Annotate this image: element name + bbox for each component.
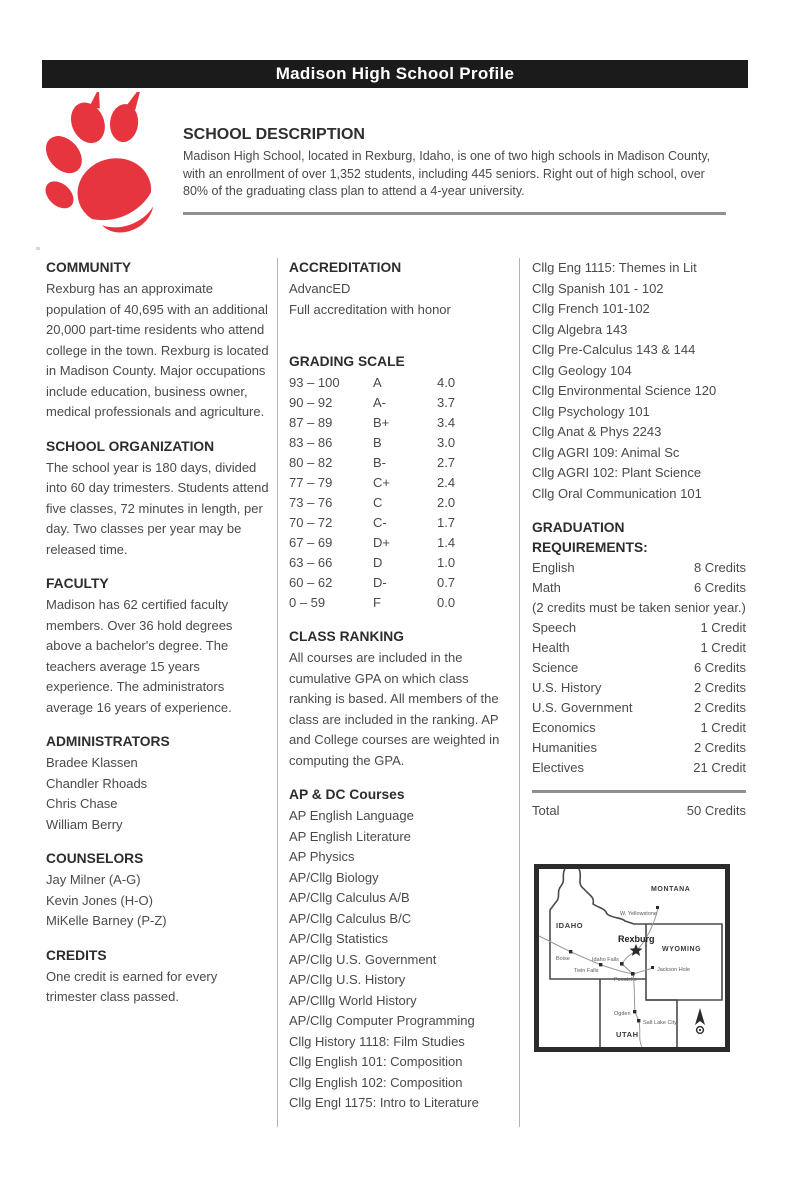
- class-ranking-section: [289, 627, 511, 771]
- grade-letter: C-: [373, 515, 387, 530]
- grade-letter: C: [373, 495, 383, 510]
- requirement-row: [532, 738, 746, 758]
- grade-gpa: 1.4: [437, 535, 456, 550]
- school-organization-section: [46, 437, 270, 561]
- counselors-list: [46, 870, 270, 932]
- map-label-rexburg: Rexburg: [618, 934, 655, 944]
- school-description-heading: SCHOOL DESCRIPTION: [183, 126, 365, 143]
- grade-range: 67 – 69: [289, 535, 333, 550]
- grade-row: [289, 473, 511, 493]
- ap-dc-courses-list: [289, 806, 511, 1114]
- grade-range: 83 – 86: [289, 435, 333, 450]
- course-item: Cllg Psychology 101: [532, 403, 650, 419]
- grade-row: [289, 373, 511, 393]
- course-item: Cllg Eng 1115: Themes in Lit: [532, 260, 697, 275]
- grade-letter: D-: [373, 575, 387, 590]
- credits-section: [46, 946, 270, 1008]
- map-label-w-yellowstone: W. Yellowstone: [620, 911, 657, 917]
- map-label-salt-lake-city: Salt Lake City: [643, 1020, 677, 1026]
- grade-range: 70 – 72: [289, 515, 333, 530]
- requirement-row: [532, 718, 746, 738]
- paw-print-icon: [44, 92, 174, 240]
- requirements-divider: [532, 790, 746, 793]
- administrator-name: Bradee Klassen: [46, 755, 138, 770]
- grade-range: 73 – 76: [289, 495, 333, 510]
- administrator-name: William Berry: [46, 816, 123, 832]
- course-item: Cllg Pre-Calculus 143 & 144: [532, 342, 696, 357]
- requirement-row: [532, 558, 746, 578]
- grade-gpa: 4.0: [437, 375, 456, 390]
- community-text: Rexburg has an approximate population of 40,695 with an additional 20,000 part-time residents who attend college in the town. Rexburg is located in Madison County. Major occupations include education, business owner, medical professionals and agriculture.: [46, 281, 269, 419]
- course-item: Cllg AGRI 109: Animal Sc: [532, 444, 680, 460]
- grade-gpa: 0.0: [437, 595, 456, 610]
- course-item: Cllg Geology 104: [532, 362, 632, 378]
- grading-scale-table: [289, 373, 511, 613]
- grade-gpa: 1.0: [437, 555, 456, 570]
- school-description-section: [183, 126, 729, 215]
- requirement-label: English: [532, 560, 575, 575]
- grade-letter: C+: [373, 475, 390, 490]
- accreditation-section: [289, 258, 511, 320]
- requirement-value: 21 Credit: [693, 760, 746, 775]
- course-item: Cllg English 102: Composition: [289, 1074, 463, 1090]
- graduation-requirements-heading: GRADUATION: [532, 520, 625, 535]
- grade-row: [289, 433, 511, 453]
- grade-letter: D: [373, 555, 383, 570]
- community-heading: COMMUNITY: [46, 260, 132, 275]
- course-item: AP/Cllg Biology: [289, 869, 379, 885]
- column-divider-left: [277, 258, 278, 1127]
- grade-range: 60 – 62: [289, 575, 333, 590]
- grade-letter: B: [373, 435, 382, 450]
- counselor-name: MiKelle Barney (P-Z): [46, 913, 167, 928]
- requirement-row: [532, 758, 746, 778]
- requirement-row: [532, 698, 746, 718]
- grade-letter: F: [373, 595, 381, 610]
- community-section: [46, 258, 270, 423]
- faculty-section: [46, 574, 270, 718]
- administrators-heading: ADMINISTRATORS: [46, 734, 170, 749]
- grade-row: [289, 393, 511, 413]
- ap-dc-courses-section: [289, 785, 511, 1114]
- grade-letter: B+: [373, 415, 390, 430]
- course-item: AP Physics: [289, 849, 355, 864]
- course-item: Cllg English 101: Composition: [289, 1054, 463, 1069]
- grade-row: [289, 413, 511, 433]
- credits-text: One credit is earned for every trimester class passed.: [46, 968, 218, 1004]
- course-item: AP English Literature: [289, 828, 411, 844]
- map-label-boise: Boise: [556, 956, 570, 962]
- school-organization-heading: SCHOOL ORGANIZATION: [46, 438, 215, 454]
- course-item: Cllg French 101-102: [532, 301, 650, 316]
- requirement-row: [532, 658, 746, 678]
- requirement-value: 2 Credits: [693, 740, 746, 755]
- requirement-value: 6 Credits: [693, 580, 746, 595]
- course-item: Cllg Engl 1175: Intro to Literature: [289, 1095, 479, 1110]
- requirement-row: [532, 678, 746, 698]
- right-column: [532, 258, 746, 1127]
- requirement-value: 2 Credits: [693, 680, 746, 695]
- grade-gpa: 2.0: [437, 495, 456, 510]
- graduation-requirements-heading: REQUIREMENTS:: [532, 540, 648, 555]
- grade-range: 80 – 82: [289, 455, 333, 470]
- grade-row: [289, 553, 511, 573]
- administrator-name: Chandler Rhoads: [46, 775, 148, 791]
- course-item: AP English Language: [289, 808, 414, 823]
- grade-row: [289, 573, 511, 593]
- map-label-jackson-hole: Jackson Hole: [657, 967, 691, 973]
- course-item: Cllg History 1118: Film Studies: [289, 1033, 465, 1049]
- graduation-requirements-section: [532, 518, 746, 821]
- grade-gpa: 2.4: [437, 475, 456, 490]
- grade-letter: A-: [373, 395, 386, 410]
- requirement-value: 1 Credit: [700, 640, 746, 655]
- map-label-idaho-falls: Idaho Falls: [592, 957, 619, 963]
- page-title: Madison High School Profile: [275, 64, 515, 83]
- requirement-row: [532, 618, 746, 638]
- requirement-note: (2 credits must be taken senior year.): [532, 600, 746, 615]
- counselor-name: Kevin Jones (H-O): [46, 892, 153, 908]
- grade-gpa: 3.0: [437, 435, 456, 450]
- counselor-name: Jay Milner (A-G): [46, 872, 141, 887]
- requirement-value: 1 Credit: [700, 620, 746, 635]
- college-courses-section: [532, 258, 746, 504]
- map-label-pocatello: Pocatello: [614, 977, 637, 983]
- grade-letter: D+: [373, 535, 390, 550]
- grade-row: [289, 453, 511, 473]
- requirement-value: 6 Credits: [693, 660, 746, 675]
- grade-range: 87 – 89: [289, 415, 333, 430]
- grade-letter: A: [373, 375, 382, 390]
- course-item: Cllg Environmental Science 120: [532, 383, 717, 398]
- college-courses-list: [532, 258, 746, 504]
- grade-range: 93 – 100: [289, 375, 340, 390]
- grade-range: 0 – 59: [289, 595, 326, 610]
- requirement-row: [532, 578, 746, 598]
- requirement-value: 8 Credits: [693, 560, 746, 575]
- map-label-ogden: Ogden: [614, 1011, 631, 1017]
- grade-row: [289, 533, 511, 553]
- counselors-section: [46, 849, 270, 932]
- requirement-label: U.S. History: [532, 680, 602, 695]
- requirement-label: Science: [532, 660, 579, 675]
- grade-gpa: 1.7: [437, 515, 456, 530]
- school-description-text: Madison High School, located in Rexburg, Idaho, is one of two high schools in Madison County, with an enrollment of over 1,352 students, including 445 seniors. Right out of high school, over 80% of the graduating class plan to attend a 4-year university.: [183, 149, 711, 198]
- map-label-montana: MONTANA: [651, 886, 691, 893]
- accreditation-heading: ACCREDITATION: [289, 260, 402, 275]
- region-map: [534, 864, 730, 1052]
- accreditation-line: Full accreditation with honor: [289, 301, 451, 317]
- class-ranking-heading: CLASS RANKING: [289, 629, 404, 644]
- map-label-idaho: IDAHO: [556, 921, 584, 930]
- requirement-label: Electives: [532, 760, 585, 775]
- requirement-label: Economics: [532, 720, 596, 735]
- course-item: AP/Cllg U.S. History: [289, 972, 406, 987]
- description-divider: [183, 212, 726, 215]
- middle-column: [289, 258, 511, 1128]
- accreditation-line: AdvancED: [289, 281, 351, 296]
- map-label-twin-falls: Twin Falls: [574, 968, 599, 974]
- grade-row: [289, 493, 511, 513]
- requirement-label: Speech: [532, 620, 577, 635]
- course-item: AP/Cllg Calculus B/C: [289, 910, 412, 926]
- requirement-label: Humanities: [532, 740, 598, 755]
- grade-gpa: 2.7: [437, 455, 456, 470]
- grading-scale-section: [289, 352, 511, 613]
- faculty-heading: FACULTY: [46, 576, 109, 591]
- course-item: AP/Cllg Computer Programming: [289, 1013, 475, 1028]
- header-bar: [42, 60, 748, 88]
- grading-scale-heading: GRADING SCALE: [289, 354, 405, 369]
- total-value: 50 Credits: [686, 803, 746, 818]
- class-ranking-text: All courses are included in the cumulative GPA on which class ranking is based. All members of the class are included in the ranking. AP and College courses are weighted in computing the GPA.: [289, 650, 500, 768]
- grade-gpa: 3.4: [437, 415, 456, 430]
- credits-heading: CREDITS: [46, 947, 107, 963]
- grade-range: 77 – 79: [289, 475, 333, 490]
- grade-gpa: 0.7: [437, 575, 456, 590]
- requirement-label: U.S. Government: [532, 700, 633, 715]
- course-item: Cllg Spanish 101 - 102: [532, 280, 664, 296]
- stray-print-mark: [36, 247, 40, 250]
- requirement-value: 1 Credit: [700, 720, 746, 735]
- requirements-total-row: [532, 801, 746, 821]
- map-label-wyoming: WYOMING: [662, 946, 702, 953]
- total-label: Total: [532, 803, 560, 818]
- course-item: Cllg Anat & Phys 2243: [532, 424, 662, 439]
- grade-row: [289, 593, 511, 613]
- administrators-section: [46, 732, 270, 835]
- course-item: AP/Cllg Calculus A/B: [289, 890, 410, 905]
- administrator-name: Chris Chase: [46, 796, 118, 811]
- column-divider-right: [519, 258, 520, 1127]
- map-label-utah: UTAH: [616, 1030, 639, 1039]
- administrators-list: [46, 753, 270, 835]
- requirement-label: Math: [532, 580, 561, 595]
- requirement-row: [532, 638, 746, 658]
- grade-letter: B-: [373, 455, 386, 470]
- grade-range: 90 – 92: [289, 395, 333, 410]
- grade-row: [289, 513, 511, 533]
- ap-dc-courses-heading: AP & DC Courses: [289, 787, 405, 802]
- grade-gpa: 3.7: [437, 395, 456, 410]
- requirements-table: [532, 558, 746, 778]
- requirement-label: Health: [532, 640, 570, 655]
- course-item: AP/Cllg U.S. Government: [289, 951, 437, 967]
- left-column: [46, 258, 270, 1022]
- school-organization-text: The school year is 180 days, divided into 60 day trimesters. Students attend five classes, 72 minutes in length, per day. Two classes per year may be released time.: [46, 459, 269, 557]
- course-item: Cllg Algebra 143: [532, 321, 628, 337]
- course-item: Cllg Oral Communication 101: [532, 485, 702, 501]
- course-item: AP/Clllg World History: [289, 992, 417, 1008]
- requirement-value: 2 Credits: [693, 700, 746, 715]
- course-item: Cllg AGRI 102: Plant Science: [532, 465, 702, 480]
- counselors-heading: COUNSELORS: [46, 851, 144, 866]
- grade-range: 63 – 66: [289, 555, 333, 570]
- faculty-text: Madison has 62 certified faculty members. Over 36 hold degrees above a bachelor's degree. The teachers average 15 years experience. The administrators average 16 years of experience.: [46, 597, 233, 715]
- course-item: AP/Cllg Statistics: [289, 931, 388, 946]
